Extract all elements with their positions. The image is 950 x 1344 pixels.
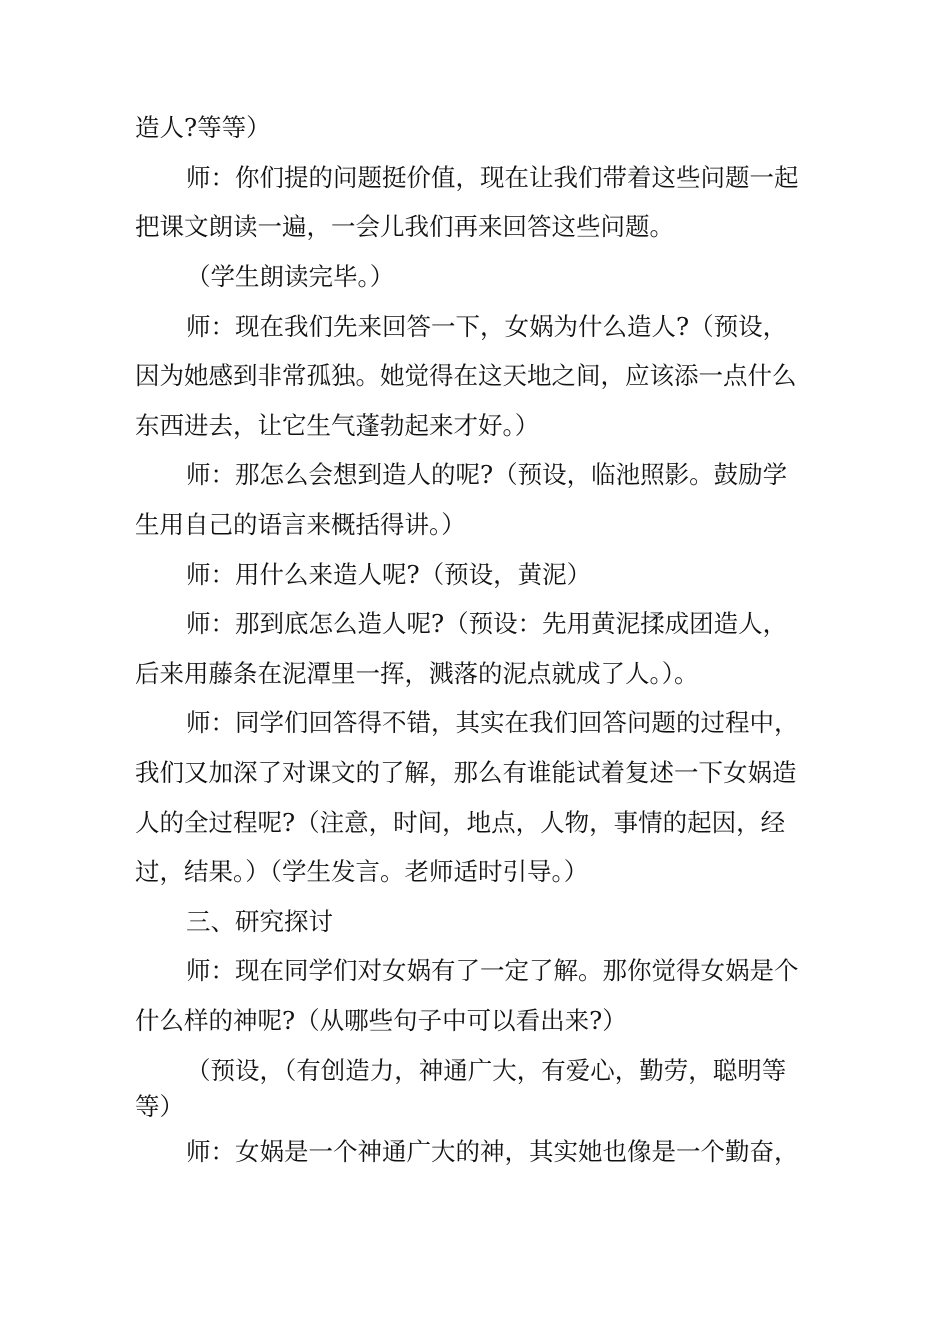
text-line: 师：同学们回答得不错，其实在我们回答问题的过程中， xyxy=(186,708,799,737)
text-line: 师：现在我们先来回答一下，女娲为什么造人?（预设， xyxy=(186,312,788,341)
text-line: 等） xyxy=(135,1092,184,1121)
text-line: 造人?等等） xyxy=(135,113,271,142)
text-line: 师：女娲是一个神通广大的神，其实她也像是一个勤奋， xyxy=(186,1137,799,1166)
text-line: 师：用什么来造人呢?（预设，黄泥） xyxy=(186,560,592,589)
text-line: （学生朗读完毕。） xyxy=(186,262,395,291)
text-line: 过，结果。）（学生发言。老师适时引导。） xyxy=(135,857,589,886)
text-line: 什么样的神呢?（从哪些句子中可以看出来?） xyxy=(135,1006,627,1035)
text-line: （预设，（有创造力，神通广大，有爱心，勤劳，聪明等 xyxy=(186,1056,787,1085)
text-line: 把课文朗读一遍，一会儿我们再来回答这些问题。 xyxy=(135,212,674,241)
text-line: 师：你们提的问题挺价值，现在让我们带着这些问题一起 xyxy=(186,163,799,192)
text-line: 师：现在同学们对女娲有了一定了解。那你觉得女娲是个 xyxy=(186,956,799,985)
text-line: 人的全过程呢?（注意，时间，地点，人物，事情的起因，经 xyxy=(135,808,786,837)
text-line: 因为她感到非常孤独。她觉得在这天地之间，应该添一点什么 xyxy=(135,361,797,390)
text-line: 东西进去，让它生气蓬勃起来才好。） xyxy=(135,411,540,440)
text-line: 后来用藤条在泥潭里一挥，溅落的泥点就成了人。）。 xyxy=(135,659,699,688)
text-line: 生用自己的语言来概括得讲。） xyxy=(135,510,466,539)
section-heading: 三、研究探讨 xyxy=(186,907,333,936)
text-line: 师：那怎么会想到造人的呢?（预设，临池照影。鼓励学 xyxy=(186,460,788,489)
text-line: 师：那到底怎么造人呢?（预设：先用黄泥揉成团造人， xyxy=(186,609,788,638)
text-line: 我们又加深了对课文的了解，那么有谁能试着复述一下女娲造 xyxy=(135,758,797,787)
